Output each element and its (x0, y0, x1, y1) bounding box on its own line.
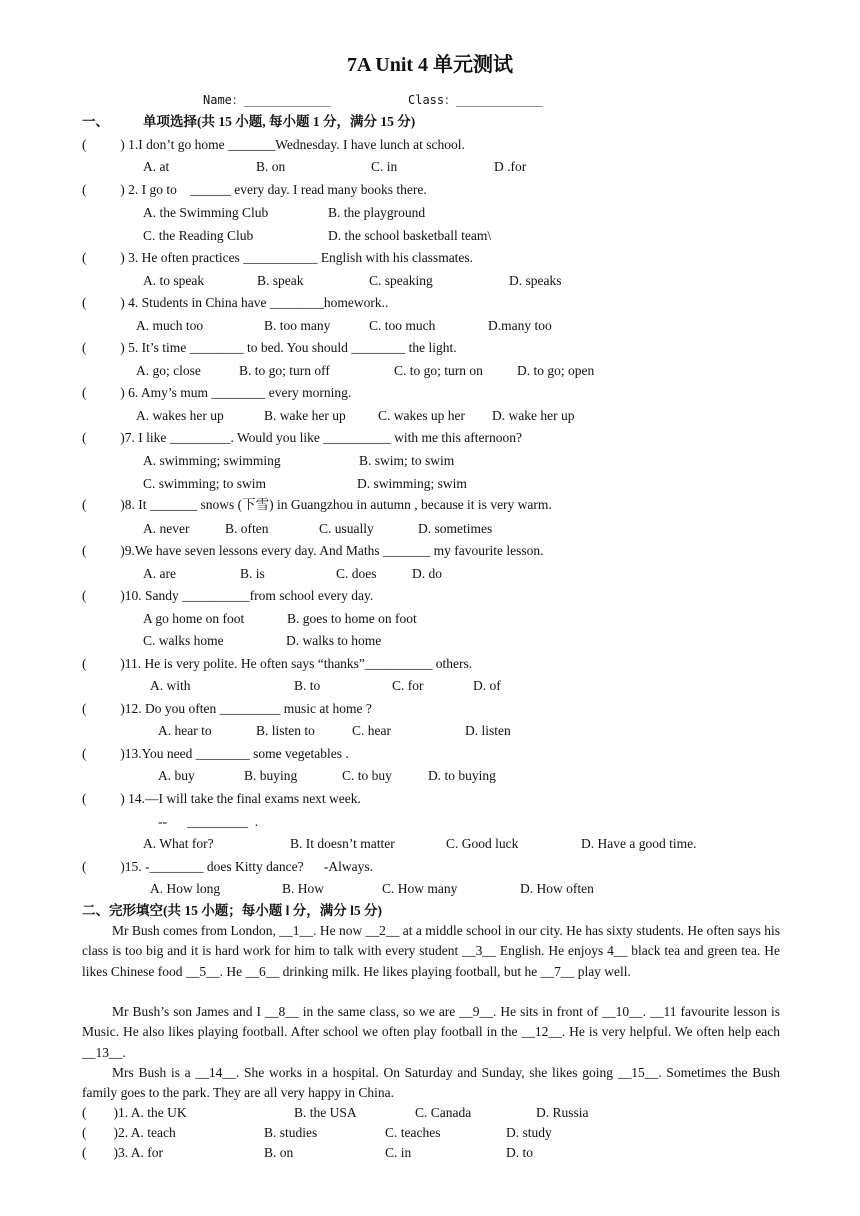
option: C. in (385, 1145, 412, 1160)
option: A. are (143, 566, 176, 581)
option: B. swim; to swim (359, 453, 455, 468)
option: B. on (264, 1145, 294, 1160)
option: A. swimming; swimming (143, 453, 281, 468)
cloze-question: ( )2. A. teach (82, 1125, 176, 1140)
option: C. Canada (415, 1105, 472, 1120)
option: D. to (506, 1145, 533, 1160)
option: B. the playground (328, 205, 426, 220)
question-stem: ( )15. -________ does Kitty dance? -Always. (82, 859, 373, 874)
option: B. speak (257, 273, 304, 288)
class-field-label: Class：____________ (408, 93, 543, 107)
question-stem: ( )13.You need ________ some vegetables . (82, 746, 349, 761)
option: C. the Reading Club (143, 228, 254, 243)
option: C. to go; turn on (394, 363, 483, 378)
question-stem: ( ) 14.—I will take the final exams next week. (82, 791, 361, 806)
option: A. hear to (158, 723, 212, 738)
option: C. How many (382, 881, 458, 896)
option: B. wake her up (264, 408, 346, 423)
cloze-question: ( )1. A. the UK (82, 1105, 187, 1120)
option: D. walks to home (286, 633, 382, 648)
option: C. teaches (385, 1125, 441, 1140)
question-stem: ( )12. Do you often _________ music at home ? (82, 701, 372, 716)
option: B. buying (244, 768, 298, 783)
option: C. Good luck (446, 836, 519, 851)
option: B. on (256, 159, 286, 174)
option: B. to (294, 678, 321, 693)
option: D. of (473, 678, 501, 693)
option: B. listen to (256, 723, 315, 738)
question-stem: ( )7. I like _________. Would you like __________ with me this afternoon? (82, 430, 522, 445)
option: D. to go; open (517, 363, 595, 378)
option: A. How long (150, 881, 221, 896)
option: A. buy (158, 768, 195, 783)
option: B. It doesn’t matter (290, 836, 395, 851)
option: A. much too (136, 318, 204, 333)
option: D. listen (465, 723, 511, 738)
option: A. to speak (143, 273, 205, 288)
option: A. What for? (143, 836, 214, 851)
option: D. sometimes (418, 521, 493, 536)
option: D. How often (520, 881, 594, 896)
option: C. swimming; to swim (143, 476, 267, 491)
question-stem: ( ) 6. Amy’s mum ________ every morning. (82, 385, 352, 400)
question-stem: ( )9.We have seven lessons every day. And Maths _______ my favourite lesson. (82, 543, 544, 558)
option: D.many too (488, 318, 552, 333)
option: B. studies (264, 1125, 318, 1140)
reply-line: -- _________ . (158, 814, 259, 829)
option: B. too many (264, 318, 331, 333)
option: A. go; close (136, 363, 201, 378)
option: C. to buy (342, 768, 392, 783)
option: B. often (225, 521, 269, 536)
option: C. usually (319, 521, 374, 536)
option: C. walks home (143, 633, 224, 648)
option: A. with (150, 678, 191, 693)
option: D. to buying (428, 768, 496, 783)
question-stem: ( ) 3. He often practices ___________ English with his classmates. (82, 250, 474, 265)
question-stem: ( )10. Sandy __________from school every day. (82, 588, 374, 603)
option: B. How (282, 881, 325, 896)
option: A. at (143, 159, 170, 174)
question-stem: ( ) 2. I go to ______ every day. I read many books there. (82, 182, 427, 197)
option: D. wake her up (492, 408, 575, 423)
option: C. wakes up her (378, 408, 465, 423)
option: A. the Swimming Club (143, 205, 269, 220)
question-stem: ( )8. It _______ snows (下雪) in Guangzhou in autumn , because it is very warm. (82, 497, 552, 512)
option: C. in (371, 159, 398, 174)
option: D. Have a good time. (581, 836, 697, 851)
option: D. swimming; swim (357, 476, 467, 491)
option: C. does (336, 566, 377, 581)
section-heading: 单项选择(共 15 小题, 每小题 1 分，满分 15 分) (143, 114, 416, 129)
option: D. speaks (509, 273, 562, 288)
option: D. study (506, 1125, 552, 1140)
cloze-paragraph: Mr Bush comes from London, __1__. He now __2__ at a middle school in our city. He has sixty students. He often says his class is too big and it is hard work for him to talk with every student __3__ English. He enjoys 4__ black tea and green tea. He likes Chinese food __5__. He __6__ drinking milk. He likes playing football, but he __7__ play well. (82, 923, 780, 979)
option: A. never (143, 521, 190, 536)
section-heading: 二、完形填空(共 15 小题；每小题 l 分，满分 l5 分) (82, 903, 382, 918)
section-number: 一、 (82, 114, 109, 129)
option: B. the USA (294, 1105, 357, 1120)
cloze-paragraph: Mr Bush’s son James and I __8__ in the same class, so we are __9__. He sits in front of __10__. __11 favourite lesson is Music. He also likes playing football. After school we often play football in the __12__. He is very helpful. We often help each __13__. (82, 1004, 780, 1060)
option: D .for (494, 159, 527, 174)
option: B. goes to home on foot (287, 611, 417, 626)
option: C. too much (369, 318, 436, 333)
option: C. hear (352, 723, 391, 738)
option: A go home on foot (143, 611, 245, 626)
option: D. do (412, 566, 442, 581)
page-title: 7A Unit 4 单元测试 (346, 54, 514, 76)
option: D. the school basketball team\ (328, 228, 492, 243)
option: B. is (240, 566, 265, 581)
option: C. speaking (369, 273, 433, 288)
question-stem: ( ) 4. Students in China have ________homework.. (82, 295, 389, 310)
option: C. for (392, 678, 424, 693)
option: D. Russia (536, 1105, 589, 1120)
name-field-label: Name：____________ (203, 93, 331, 107)
question-stem: ( ) 5. It’s time ________ to bed. You should ________ the light. (82, 340, 457, 355)
option: B. to go; turn off (239, 363, 330, 378)
cloze-question: ( )3. A. for (82, 1145, 163, 1160)
option: A. wakes her up (136, 408, 224, 423)
cloze-paragraph: Mrs Bush is a __14__. She works in a hospital. On Saturday and Sunday, she likes going __15__. Sometimes the Bush family goes to the park. They are all very happy in China. (82, 1065, 780, 1101)
question-stem: ( )11. He is very polite. He often says “thanks”__________ others. (82, 656, 473, 671)
question-stem: ( ) 1.I don’t go home _______Wednesday. I have lunch at school. (82, 137, 465, 152)
